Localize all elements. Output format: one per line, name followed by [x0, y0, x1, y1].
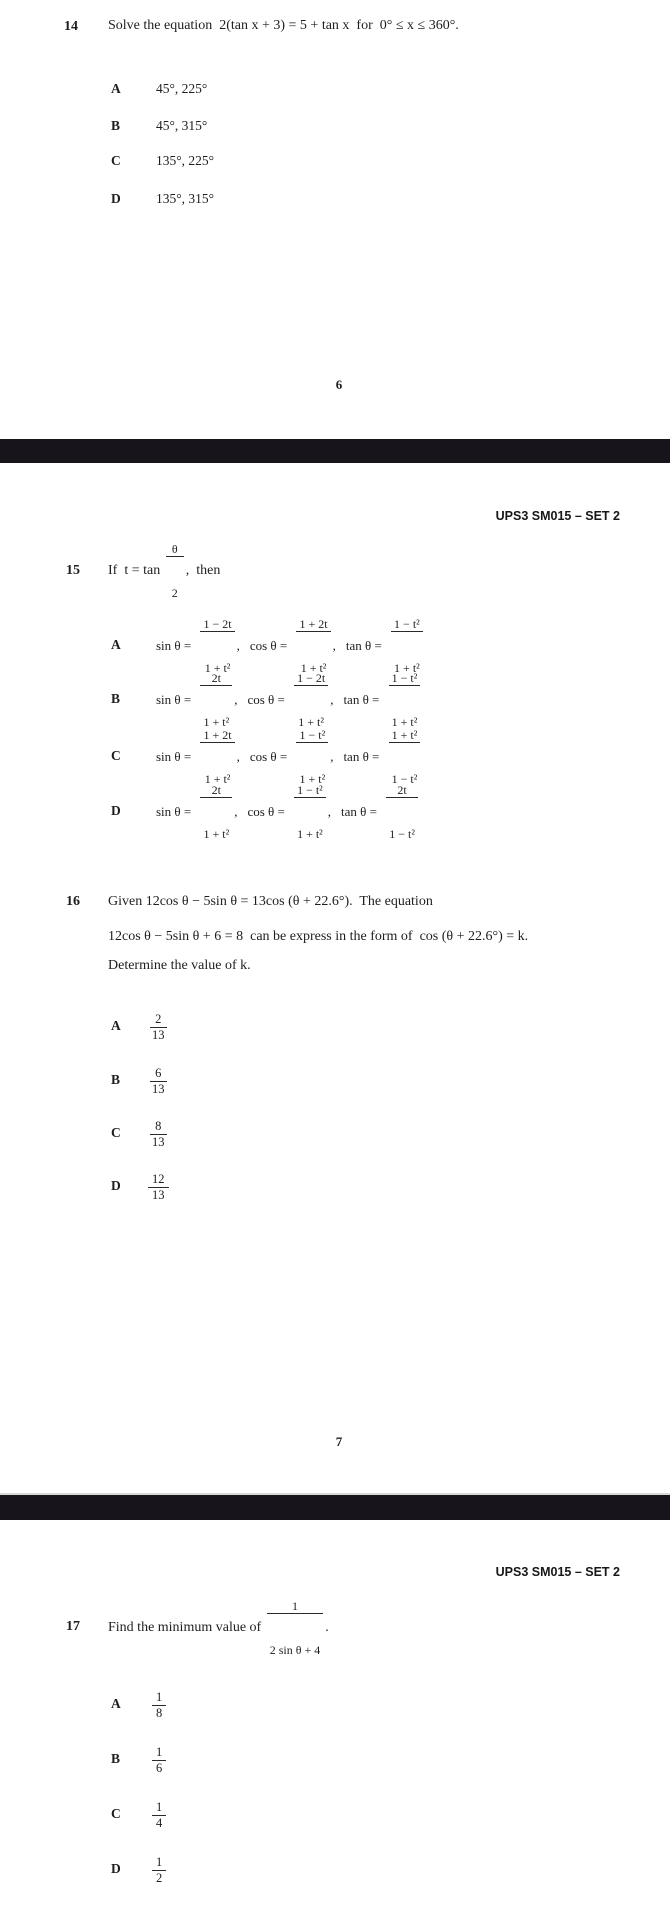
- fraction-denominator: 2: [171, 585, 178, 600]
- q15-option-d-row: [156, 782, 420, 841]
- q14-number: 14: [64, 19, 78, 34]
- fraction-numerator: 1: [152, 1800, 166, 1816]
- cos-label: cos θ =: [247, 692, 289, 707]
- tan-label: tan θ =: [343, 749, 383, 764]
- q16-number: 16: [66, 894, 80, 909]
- q15-option-a-row: [156, 616, 425, 675]
- q14-option-b-letter: B: [111, 118, 121, 133]
- fraction-denominator: 1 + t²: [299, 771, 326, 786]
- fraction-numerator: 2t: [200, 783, 232, 798]
- q14-option-d-value: 135°, 315°: [156, 191, 215, 206]
- q17-option-d-letter: D: [111, 1861, 121, 1876]
- fraction-numerator: 1: [267, 1599, 324, 1614]
- q17-option-c-fraction: [152, 1800, 166, 1831]
- fraction-denominator: 13: [152, 1187, 165, 1202]
- q14-option-a-value: 45°, 225°: [156, 81, 208, 96]
- q17-option-a-fraction: [152, 1690, 166, 1721]
- q16-option-a-letter: A: [111, 1018, 121, 1033]
- fraction-denominator: 1 + t²: [394, 660, 420, 675]
- q15-option-a-letter: A: [111, 637, 121, 652]
- fraction-denominator: 13: [152, 1134, 165, 1149]
- page-break-bar: [0, 1493, 670, 1520]
- q16-option-d-letter: D: [111, 1178, 121, 1193]
- fraction-denominator: 1 + t²: [203, 714, 230, 729]
- sin-fraction: [200, 754, 232, 870]
- fraction-numerator: θ: [166, 542, 184, 557]
- fraction-denominator: 2: [156, 1870, 163, 1885]
- q16-text-line1: Given 12cos θ − 5sin θ = 13cos (θ + 22.6°). The equation: [108, 894, 433, 909]
- comma-separator: ,: [332, 638, 336, 653]
- comma-separator: ,: [234, 692, 238, 707]
- sin-label: sin θ =: [156, 804, 195, 819]
- q15-option-b-row: [156, 670, 422, 729]
- cos-fraction: [294, 754, 326, 870]
- fraction-numerator: 1 − t²: [294, 783, 326, 798]
- q17-lead: Find the minimum value of: [108, 1620, 265, 1635]
- q14-option-c-letter: C: [111, 153, 121, 168]
- q15-option-b-letter: B: [111, 691, 121, 706]
- fraction-denominator: 1 + t²: [204, 660, 231, 675]
- fraction-numerator: 2t: [386, 783, 418, 798]
- q16-text-line2: 12cos θ − 5sin θ + 6 = 8 can be express in the form of cos (θ + 22.6°) = k.: [108, 929, 529, 944]
- fraction-numerator: 1 − 2t: [294, 671, 328, 686]
- fraction-numerator: 1 + 2t: [296, 617, 330, 632]
- fraction-numerator: 1 − t²: [389, 671, 421, 686]
- fraction-numerator: 2: [150, 1012, 167, 1028]
- fraction-denominator: 4: [156, 1815, 163, 1830]
- fraction-numerator: 1: [152, 1745, 166, 1761]
- cos-label: cos θ =: [249, 638, 291, 653]
- q14-option-c-value: 135°, 225°: [156, 153, 215, 168]
- q15-option-c-letter: C: [111, 748, 121, 763]
- q16-option-b-letter: B: [111, 1072, 121, 1087]
- fraction-denominator: 6: [156, 1760, 163, 1775]
- fraction-numerator: 1 + t²: [389, 728, 421, 743]
- fraction-numerator: 1: [152, 1855, 166, 1871]
- fraction-numerator: 1: [152, 1690, 166, 1706]
- q17-option-c-letter: C: [111, 1806, 121, 1821]
- comma-separator: ,: [236, 749, 240, 764]
- q17-option-a-letter: A: [111, 1696, 121, 1711]
- q17-option-b-letter: B: [111, 1751, 121, 1766]
- q15-option-c-row: [156, 727, 422, 786]
- fraction-denominator: 1 + t²: [203, 826, 230, 841]
- fraction-numerator: 2t: [200, 671, 232, 686]
- q17-text: [108, 1598, 329, 1657]
- fraction-numerator: 8: [150, 1119, 167, 1135]
- q16-option-a-fraction: [150, 1012, 167, 1043]
- sin-label: sin θ =: [156, 692, 195, 707]
- comma-separator: ,: [330, 749, 334, 764]
- tan-label: tan θ =: [341, 804, 381, 819]
- q15-lead: If t = tan: [108, 563, 164, 578]
- comma-separator: ,: [234, 804, 238, 819]
- fraction-denominator: 2 sin θ + 4: [269, 1642, 321, 1657]
- q15-lead-fraction: [166, 513, 184, 629]
- fraction-numerator: 1 − t²: [296, 728, 328, 743]
- fraction-numerator: 6: [150, 1066, 167, 1082]
- q17-fraction: [267, 1570, 324, 1686]
- tan-label: tan θ =: [343, 692, 383, 707]
- q14-option-a-letter: A: [111, 81, 121, 96]
- q17-option-d-fraction: [152, 1855, 166, 1886]
- comma-separator: ,: [327, 804, 332, 819]
- fraction-denominator: 1 + t²: [204, 771, 231, 786]
- paper-code-header: UPS3 SM015 – SET 2: [495, 509, 620, 523]
- fraction-numerator: 1 − t²: [391, 617, 423, 632]
- sin-label: sin θ =: [156, 749, 195, 764]
- paper-code-header: UPS3 SM015 – SET 2: [495, 1565, 620, 1579]
- fraction-denominator: 1 + t²: [300, 660, 327, 675]
- q14-option-d-letter: D: [111, 191, 121, 206]
- fraction-denominator: 13: [152, 1081, 165, 1096]
- fraction-numerator: 1 + 2t: [200, 728, 234, 743]
- fraction-denominator: 1 + t²: [297, 826, 323, 841]
- q16-option-b-fraction: [150, 1066, 167, 1097]
- cos-label: cos θ =: [247, 804, 289, 819]
- page-number-7: 7: [335, 1434, 343, 1449]
- fraction-denominator: 8: [156, 1705, 163, 1720]
- q15-option-d-letter: D: [111, 803, 121, 818]
- cos-label: cos θ =: [249, 749, 291, 764]
- fraction-denominator: 1 + t²: [298, 714, 324, 729]
- q17-number: 17: [66, 1619, 80, 1634]
- q15-tail: , then: [185, 563, 221, 578]
- q17-tail: .: [325, 1620, 329, 1635]
- q16-option-c-fraction: [150, 1119, 167, 1150]
- fraction-numerator: 12: [148, 1172, 169, 1188]
- fraction-denominator: 1 − t²: [389, 826, 415, 841]
- q14-option-b-value: 45°, 315°: [156, 118, 208, 133]
- fraction-numerator: 1 − 2t: [200, 617, 234, 632]
- page-break-bar: [0, 439, 670, 463]
- q16-option-c-letter: C: [111, 1125, 121, 1140]
- q16-option-d-fraction: [148, 1172, 169, 1203]
- fraction-denominator: 13: [152, 1027, 165, 1042]
- q17-option-b-fraction: [152, 1745, 166, 1776]
- comma-separator: ,: [330, 692, 334, 707]
- fraction-denominator: 1 + t²: [391, 714, 418, 729]
- tan-label: tan θ =: [345, 638, 386, 653]
- q15-number: 15: [66, 563, 80, 578]
- comma-separator: ,: [236, 638, 240, 653]
- page-number-6: 6: [335, 377, 343, 392]
- q16-text-line3: Determine the value of k.: [108, 958, 251, 973]
- tan-fraction: [386, 754, 418, 870]
- sin-label: sin θ =: [156, 638, 195, 653]
- fraction-denominator: 1 − t²: [391, 771, 418, 786]
- q14-text: Solve the equation 2(tan x + 3) = 5 + tan x for 0° ≤ x ≤ 360°.: [108, 18, 459, 33]
